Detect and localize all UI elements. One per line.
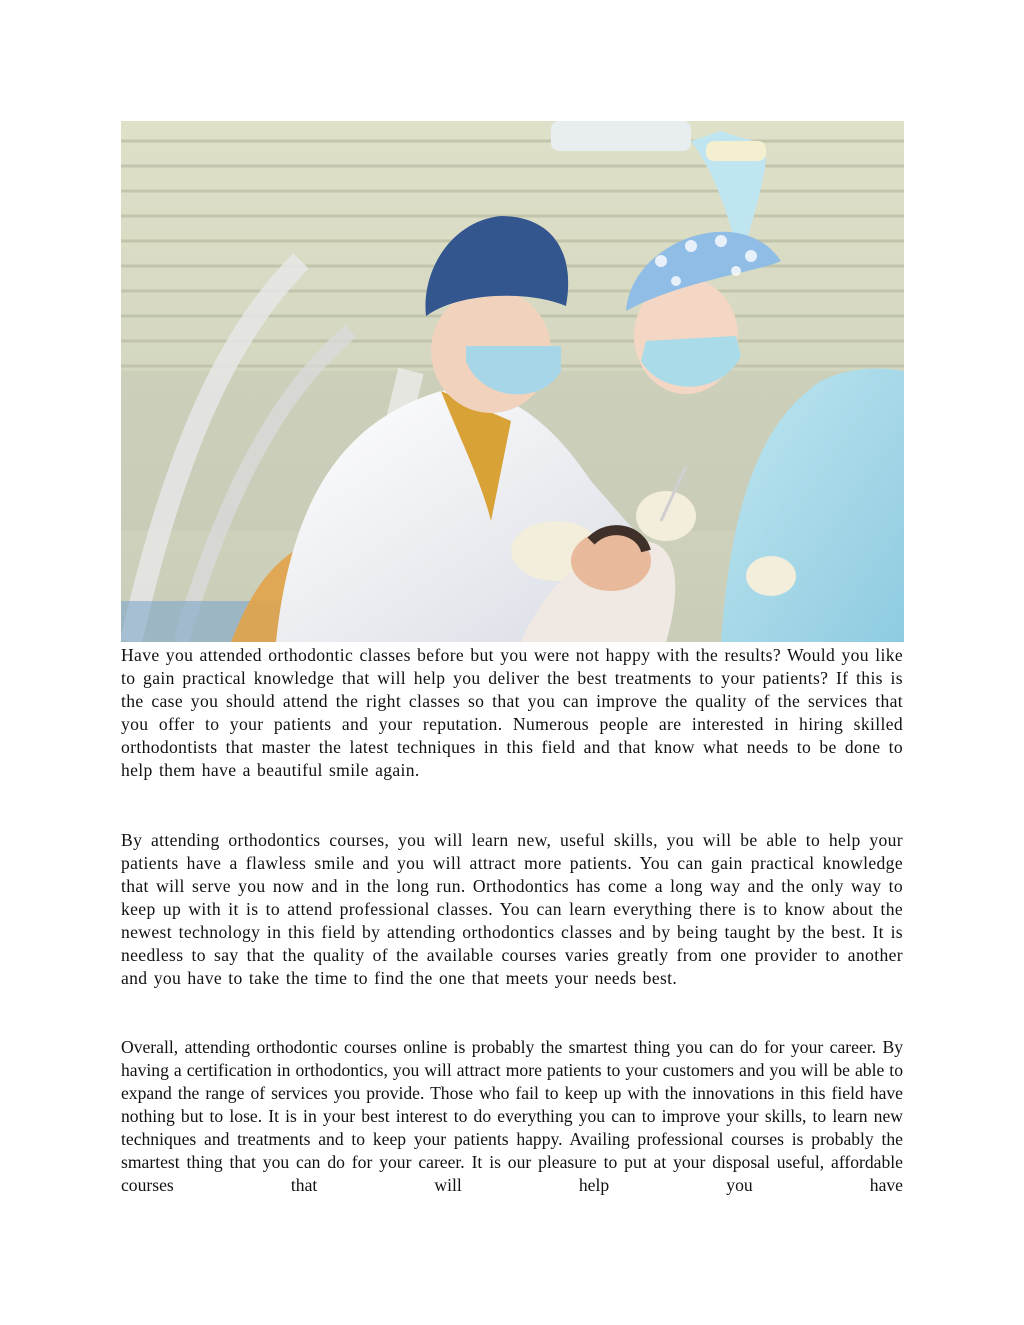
paragraph-text: By attending orthodontics courses, you will learn new, useful skills, you will be able to help your patients have a flawless smile and you will attract more patients. You can gain practical knowledge that will serve you now and in the long run. Orthodontics has come a long way and the only way to keep up with it is to attend professional classes. You can learn everything there is to know about the newest technology in this field by attending orthodontics classes and by being taught by the best. It is needless to say that the quality of the available courses varies greatly from one provider to another and you have to take the time to find the one that meets your needs best.: [121, 830, 903, 988]
paragraph-1: [121, 644, 903, 782]
paragraph-text: Have you attended orthodontic classes before but you were not happy with the results? Would you like to gain practical knowledge that will help you deliver the best treatments to your patients? If this is the case you should attend the right classes so that you can improve the quality of the services that you offer to your patients and your reputation. Numerous people are interested in hiring skilled orthodontists that master the latest techniques in this field and that know what needs to be done to help them have a beautiful smile again.: [121, 645, 903, 780]
dental-treatment-photo: [121, 121, 904, 642]
paragraph-text: Overall, attending orthodontic courses online is probably the smartest thing you can do for your career. By having a certification in orthodontics, you will attract more patients to your customers and you will be able to expand the range of services you provide. Those who fail to keep up with the innovations in this field have nothing but to lose. It is in your best interest to do everything you can to improve your skills, to learn new techniques and treatments and to keep your patients happy. Availing professional courses is probably the smartest thing that you can do for your career. It is our pleasure to put at your disposal useful, affordable courses that will help you have: [121, 1037, 903, 1195]
photo-illustration: [121, 121, 904, 642]
paragraph-3: [121, 1036, 903, 1197]
paragraph-2: [121, 829, 903, 990]
